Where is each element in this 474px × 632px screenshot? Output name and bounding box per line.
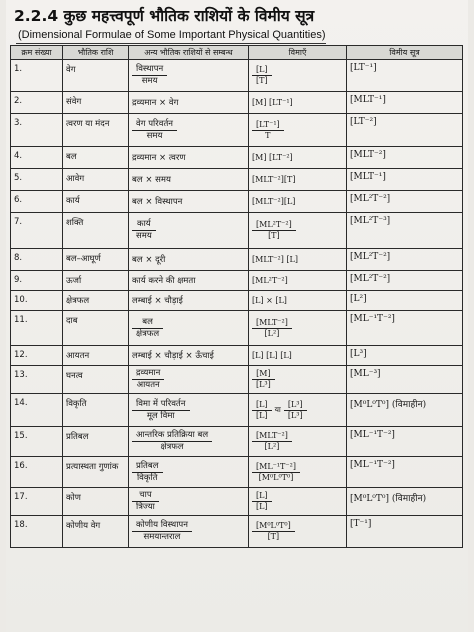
formula-cell: [MLT⁻²] xyxy=(347,147,463,169)
table-row xyxy=(11,394,463,427)
dimensions-numerator: [L³] xyxy=(284,400,307,411)
quantity-cell: ऊर्जा xyxy=(63,271,129,291)
formula-cell: [LT⁻¹] xyxy=(347,60,463,92)
dimensional-formulae-table xyxy=(10,45,463,548)
relation-denominator: समय xyxy=(136,231,152,241)
fraction xyxy=(252,521,295,542)
dimensions-denominator: [L] xyxy=(256,502,268,511)
relation-numerator: कोणीय विस्थापन xyxy=(132,520,192,532)
dimensions-cell: [M] [LT⁻¹] xyxy=(249,92,347,114)
dimensions-numerator: [L] xyxy=(252,400,272,411)
table-row xyxy=(11,427,463,457)
fraction xyxy=(132,64,167,86)
dimensions-numerator: [L] xyxy=(252,491,272,502)
table-row xyxy=(11,249,463,271)
relation-numerator: बल xyxy=(132,317,163,329)
serial-number-cell: 6. xyxy=(11,191,63,213)
fraction xyxy=(132,430,212,452)
fraction xyxy=(132,520,192,542)
quantity-cell: शक्ति xyxy=(63,213,129,249)
fraction xyxy=(132,317,163,339)
dimensions-numerator: [M⁰L⁰T⁰] xyxy=(252,521,295,532)
table-body xyxy=(11,60,463,548)
quantity-cell: संवेग xyxy=(63,92,129,114)
relation-cell: बल × दूरी xyxy=(129,249,249,271)
serial-number-cell: 9. xyxy=(11,271,63,291)
quantity-cell: आवेग xyxy=(63,169,129,191)
relation-numerator: आन्तरिक प्रतिक्रिया बल xyxy=(132,430,212,442)
subheading-underline xyxy=(16,43,326,44)
dimensions-cell: [L] × [L] xyxy=(249,291,347,311)
table-row xyxy=(11,169,463,191)
dimensions-numerator: [M] xyxy=(252,369,275,380)
dimensions-cell xyxy=(249,394,347,427)
serial-number-cell: 4. xyxy=(11,147,63,169)
relation-denominator: त्रिज्या xyxy=(136,502,155,512)
relation-cell xyxy=(129,213,249,249)
relation-cell: लम्बाई × चौड़ाई xyxy=(129,291,249,311)
relation-denominator: विकृति xyxy=(136,472,158,483)
document-page xyxy=(6,0,468,632)
relation-cell: बल × समय xyxy=(129,169,249,191)
formula-cell: [M⁰L⁰T⁰] (विमाहीन) xyxy=(347,488,463,516)
column-header-formula: विमीय सूत्र xyxy=(347,46,463,60)
dimensions-cell xyxy=(249,488,347,516)
serial-number-cell: 2. xyxy=(11,92,63,114)
table-row xyxy=(11,488,463,516)
table-row xyxy=(11,114,463,147)
dimensions-cell: [MLT⁻²][T] xyxy=(249,169,347,191)
dimensions-denominator: [L³] xyxy=(256,380,271,389)
column-header-quantity: भौतिक राशि xyxy=(63,46,129,60)
quantity-cell: आयतन xyxy=(63,346,129,366)
serial-number-cell: 18. xyxy=(11,516,63,548)
table-row xyxy=(11,291,463,311)
relation-cell xyxy=(129,488,249,516)
dimensions-cell: [MLT⁻²][L] xyxy=(249,191,347,213)
dimensions-cell xyxy=(249,427,347,457)
formula-cell: [L²] xyxy=(347,291,463,311)
dimensions-cell: [M] [LT⁻²] xyxy=(249,147,347,169)
column-header-dimensions: विमाएँ xyxy=(249,46,347,60)
table-header-row xyxy=(11,46,463,60)
formula-cell: [ML⁻¹T⁻²] xyxy=(347,311,463,346)
relation-denominator: मूल विमा xyxy=(146,410,175,421)
serial-number-cell: 10. xyxy=(11,291,63,311)
fraction xyxy=(132,219,156,241)
column-header-serial: क्रम संख्या xyxy=(11,46,63,60)
serial-number-cell: 14. xyxy=(11,394,63,427)
column-header-relation: अन्य भौतिक राशियों से सम्बन्ध xyxy=(129,46,249,60)
table-row xyxy=(11,147,463,169)
table-row xyxy=(11,191,463,213)
relation-cell: लम्बाई × चौड़ाई × ऊँचाई xyxy=(129,346,249,366)
fraction xyxy=(132,399,190,421)
section-heading: 2.2.4 कुछ महत्त्वपूर्ण भौतिक राशियों के विमीय सूत्र xyxy=(14,7,315,25)
relation-numerator: विमा में परिवर्तन xyxy=(132,399,190,411)
relation-denominator: समय xyxy=(146,130,163,141)
relation-cell xyxy=(129,60,249,92)
quantity-cell: विकृति xyxy=(63,394,129,427)
formula-cell: [T⁻¹] xyxy=(347,516,463,548)
relation-cell xyxy=(129,311,249,346)
table-row xyxy=(11,311,463,346)
fraction xyxy=(252,491,272,512)
fraction xyxy=(252,400,272,421)
relation-numerator: विस्थापन xyxy=(132,64,167,76)
relation-cell: द्रव्यमान × वेग xyxy=(129,92,249,114)
formula-cell: [MLT⁻¹] xyxy=(347,92,463,114)
fraction xyxy=(252,220,296,241)
dimensions-numerator: [MLT⁻²] xyxy=(252,431,292,442)
formula-cell: [ML⁻¹T⁻²] xyxy=(347,457,463,488)
dimensions-separator: या xyxy=(274,405,281,414)
dimensions-denominator: [T] xyxy=(256,76,268,85)
section-subheading: (Dimensional Formulae of Some Important Physical Quantities) xyxy=(18,29,326,41)
formula-cell: [LT⁻²] xyxy=(347,114,463,147)
fraction xyxy=(132,119,177,141)
table-row xyxy=(11,271,463,291)
dimensions-cell xyxy=(249,60,347,92)
table-row xyxy=(11,346,463,366)
dimensions-cell: [L] [L] [L] xyxy=(249,346,347,366)
serial-number-cell: 8. xyxy=(11,249,63,271)
relation-cell: बल × विस्थापन xyxy=(129,191,249,213)
relation-denominator: समयान्तराल xyxy=(143,532,181,542)
fraction xyxy=(252,369,275,390)
serial-number-cell: 11. xyxy=(11,311,63,346)
fraction xyxy=(132,368,164,390)
formula-cell: [L³] xyxy=(347,346,463,366)
formula-cell: [ML²T⁻²] xyxy=(347,249,463,271)
serial-number-cell: 16. xyxy=(11,457,63,488)
dimensions-cell xyxy=(249,114,347,147)
fraction xyxy=(252,318,292,339)
formula-cell: [M⁰L⁰T⁰] (विमाहीन) xyxy=(347,394,463,427)
relation-cell: कार्य करने की क्षमता xyxy=(129,271,249,291)
table-row xyxy=(11,457,463,488)
relation-denominator: क्षेत्रफल xyxy=(136,328,160,339)
table-row xyxy=(11,213,463,249)
relation-cell xyxy=(129,366,249,394)
serial-number-cell: 1. xyxy=(11,60,63,92)
relation-numerator: चाप xyxy=(132,490,159,502)
dimensions-denominator: [T] xyxy=(267,532,280,541)
relation-cell xyxy=(129,114,249,147)
fraction xyxy=(252,120,284,141)
table-row xyxy=(11,366,463,394)
relation-numerator: वेग परिवर्तन xyxy=(132,119,177,131)
serial-number-cell: 15. xyxy=(11,427,63,457)
dimensions-denominator: [L²] xyxy=(264,442,280,451)
relation-denominator: समय xyxy=(141,76,158,86)
dimensions-numerator: [LT⁻¹] xyxy=(252,120,284,131)
serial-number-cell: 13. xyxy=(11,366,63,394)
relation-cell xyxy=(129,457,249,488)
table-row xyxy=(11,60,463,92)
dimensions-denominator: T xyxy=(265,130,271,140)
quantity-cell: कार्य xyxy=(63,191,129,213)
dimensions-numerator: [ML⁻¹T⁻²] xyxy=(252,462,300,473)
relation-numerator: कार्य xyxy=(132,219,156,231)
formula-cell: [ML⁻³] xyxy=(347,366,463,394)
fraction xyxy=(252,65,272,86)
quantity-cell: कोण xyxy=(63,488,129,516)
relation-numerator: द्रव्यमान xyxy=(132,368,164,380)
dimensions-denominator: [L²] xyxy=(264,328,280,338)
fraction xyxy=(252,431,292,452)
quantity-cell: बल–आघूर्ण xyxy=(63,249,129,271)
serial-number-cell: 3. xyxy=(11,114,63,147)
relation-denominator: क्षेत्रफल xyxy=(160,442,184,452)
fraction xyxy=(132,461,163,483)
dimensions-cell xyxy=(249,457,347,488)
relation-denominator: आयतन xyxy=(136,380,160,390)
quantity-cell: त्वरण या मंदन xyxy=(63,114,129,147)
dimensions-denominator: [L³] xyxy=(287,410,303,420)
formula-cell: [ML²T⁻²] xyxy=(347,191,463,213)
fraction xyxy=(132,490,159,512)
table-row xyxy=(11,516,463,548)
dimensions-denominator: [M⁰L⁰T⁰] xyxy=(258,472,294,482)
dimensions-cell xyxy=(249,366,347,394)
dimensions-denominator: [L] xyxy=(256,410,268,420)
formula-cell: [ML⁻¹T⁻²] xyxy=(347,427,463,457)
serial-number-cell: 7. xyxy=(11,213,63,249)
relation-cell xyxy=(129,394,249,427)
quantity-cell: कोणीय वेग xyxy=(63,516,129,548)
formula-cell: [ML²T⁻²] xyxy=(347,271,463,291)
dimensions-cell: [ML²T⁻²] xyxy=(249,271,347,291)
serial-number-cell: 12. xyxy=(11,346,63,366)
dimensions-numerator: [ML²T⁻²] xyxy=(252,220,296,231)
quantity-cell: वेग xyxy=(63,60,129,92)
table-row xyxy=(11,92,463,114)
quantity-cell: बल xyxy=(63,147,129,169)
dimensions-cell xyxy=(249,213,347,249)
dimensions-cell xyxy=(249,516,347,548)
relation-numerator: प्रतिबल xyxy=(132,461,163,473)
quantity-cell: प्रतिबल xyxy=(63,427,129,457)
relation-cell xyxy=(129,427,249,457)
dimensions-numerator: [MLT⁻²] xyxy=(252,318,292,329)
dimensions-numerator: [L] xyxy=(252,65,272,76)
serial-number-cell: 5. xyxy=(11,169,63,191)
quantity-cell: क्षेत्रफल xyxy=(63,291,129,311)
relation-cell: द्रव्यमान × त्वरण xyxy=(129,147,249,169)
formula-cell: [MLT⁻¹] xyxy=(347,169,463,191)
formula-cell: [ML²T⁻³] xyxy=(347,213,463,249)
serial-number-cell: 17. xyxy=(11,488,63,516)
quantity-cell: प्रत्यास्थता गुणांक xyxy=(63,457,129,488)
dimensions-cell xyxy=(249,311,347,346)
relation-cell xyxy=(129,516,249,548)
dimensions-cell: [MLT⁻²] [L] xyxy=(249,249,347,271)
dimensions-denominator: [T] xyxy=(268,231,280,240)
quantity-cell: घनत्व xyxy=(63,366,129,394)
quantity-cell: दाब xyxy=(63,311,129,346)
fraction xyxy=(284,400,307,421)
fraction xyxy=(252,462,300,483)
